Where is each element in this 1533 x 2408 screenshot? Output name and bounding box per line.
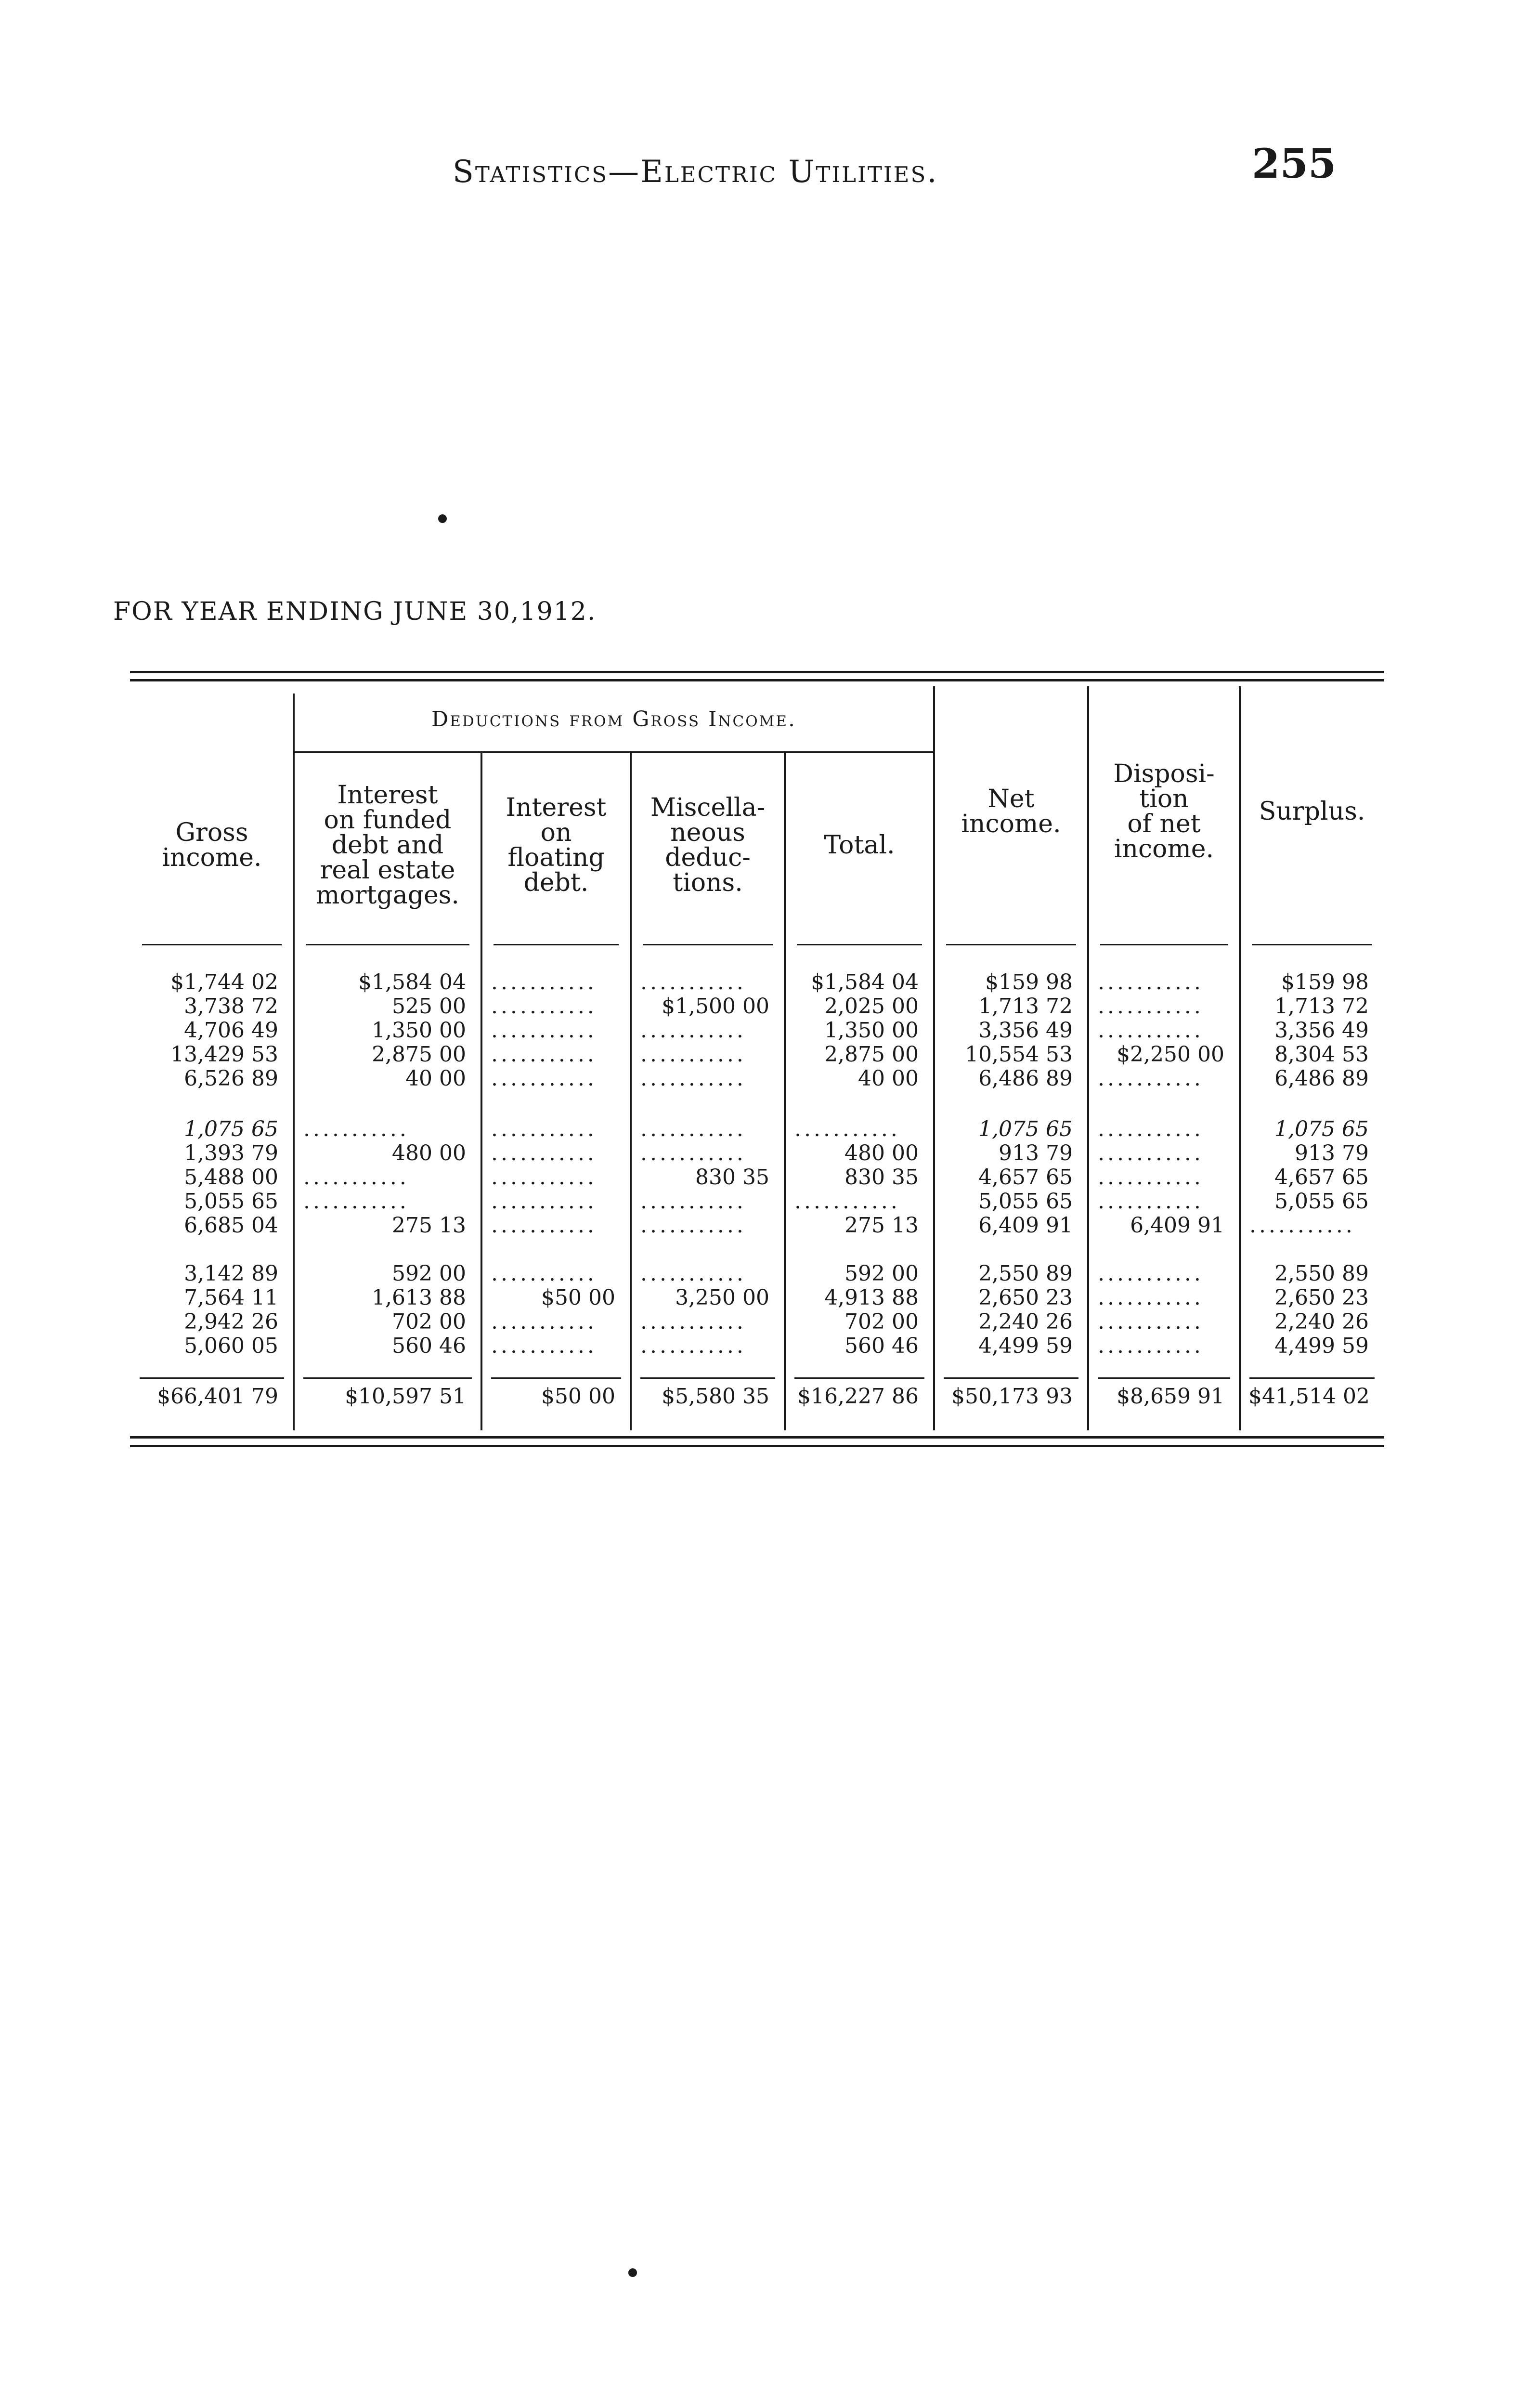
dot-leader: ........... — [794, 1190, 900, 1214]
table-cell-net-income: 2,650 23 — [978, 1286, 1073, 1310]
header-rule — [494, 944, 619, 945]
column-header-total-deductions — [785, 751, 934, 939]
dot-leader: ........... — [1249, 1214, 1355, 1238]
column-header-gross-income — [130, 751, 294, 939]
header-line: Gross — [175, 818, 248, 847]
table-cell-surplus: 6,486 89 — [1274, 1067, 1369, 1091]
table-cell-net-income: $159 98 — [985, 970, 1073, 995]
table-cell-total-deductions: 4,913 88 — [824, 1286, 919, 1310]
table-cell-total-deductions: 40 00 — [858, 1067, 919, 1091]
table-cell-total-deductions: 830 35 — [844, 1165, 919, 1190]
print-speck — [438, 514, 447, 523]
dot-leader: ........... — [303, 1117, 409, 1141]
table-cell-total-deductions: 702 00 — [844, 1310, 919, 1334]
table-cell-surplus: 4,499 59 — [1274, 1334, 1369, 1358]
top-double-rule-2 — [130, 679, 1384, 681]
table-cell-miscellaneous-deductions: 830 35 — [695, 1165, 769, 1190]
dot-leader: ........... — [1098, 970, 1204, 995]
header-line: Interest — [506, 793, 607, 822]
table-cell-total-deductions: 2,025 00 — [824, 995, 919, 1019]
table-cell-total-deductions: $1,584 04 — [811, 970, 919, 995]
table-cell-net-income: 913 79 — [999, 1141, 1073, 1165]
table-cell-surplus: 5,055 65 — [1274, 1190, 1369, 1214]
table-cell-surplus: 3,356 49 — [1274, 1019, 1369, 1043]
totals-rule — [1098, 1377, 1230, 1379]
table-cell-gross-income: 13,429 53 — [170, 1043, 278, 1067]
table-cell-net-income: 1,075 65 — [978, 1117, 1073, 1141]
table-cell-surplus: $159 98 — [1281, 970, 1369, 995]
table-cell-gross-income: 3,738 72 — [184, 995, 278, 1019]
table-cell-gross-income: 6,526 89 — [184, 1067, 278, 1091]
table-cell-gross-income: $1,744 02 — [170, 970, 278, 995]
dot-leader: ........... — [491, 1262, 597, 1286]
table-cell-net-income: 10,554 53 — [965, 1043, 1073, 1067]
table-cell-interest-funded-debt: 1,613 88 — [372, 1286, 466, 1310]
totals-cell-gross-income: $66,401 79 — [157, 1384, 278, 1409]
dot-leader: ........... — [1098, 1141, 1204, 1165]
page-number: 255 — [1252, 140, 1337, 187]
header-rule — [643, 944, 773, 945]
table-cell-surplus: 4,657 65 — [1274, 1165, 1369, 1190]
dot-leader: ........... — [1098, 1310, 1204, 1334]
table-cell-total-deductions: 560 46 — [844, 1334, 919, 1358]
dot-leader: ........... — [640, 1019, 746, 1043]
dot-leader: ........... — [491, 1043, 597, 1067]
dot-leader: ........... — [491, 1334, 597, 1358]
dot-leader: ........... — [1098, 1286, 1204, 1310]
dot-leader: ........... — [640, 1310, 746, 1334]
dot-leader: ........... — [491, 1310, 597, 1334]
header-line: neous — [670, 818, 745, 847]
column-header-interest-floating-debt — [481, 751, 631, 939]
table-cell-surplus: 2,240 26 — [1274, 1310, 1369, 1334]
table-cell-interest-funded-debt: 525 00 — [392, 995, 466, 1019]
header-line: Miscella- — [650, 793, 766, 822]
table-cell-interest-funded-debt: $1,584 04 — [358, 970, 466, 995]
dot-leader: ........... — [640, 1117, 746, 1141]
table-cell-miscellaneous-deductions: $1,500 00 — [662, 995, 769, 1019]
dot-leader: ........... — [640, 970, 746, 995]
dot-leader: ........... — [640, 1190, 746, 1214]
header-line: Total. — [824, 831, 895, 860]
dot-leader: ........... — [491, 1165, 597, 1190]
table-cell-miscellaneous-deductions: 3,250 00 — [675, 1286, 769, 1310]
table-cell-interest-funded-debt: 480 00 — [392, 1141, 466, 1165]
dot-leader: ........... — [491, 970, 597, 995]
group-heading: Deductions from Gross Income. — [431, 707, 797, 732]
table-cell-net-income: 2,240 26 — [978, 1310, 1073, 1334]
table-cell-net-income: 2,550 89 — [978, 1262, 1073, 1286]
table-cell-gross-income: 5,488 00 — [184, 1165, 278, 1190]
table-cell-interest-funded-debt: 1,350 00 — [372, 1019, 466, 1043]
totals-rule — [140, 1377, 284, 1379]
dot-leader: ........... — [640, 1141, 746, 1165]
totals-rule — [491, 1377, 621, 1379]
table-cell-disposition-of-net-income: 6,409 91 — [1130, 1214, 1224, 1238]
totals-cell-surplus: $41,514 02 — [1248, 1384, 1370, 1409]
header-line: tions. — [673, 868, 743, 897]
header-line: real estate — [320, 856, 455, 885]
header-rule — [946, 944, 1076, 945]
table-cell-gross-income: 1,075 65 — [184, 1117, 278, 1141]
dot-leader: ........... — [794, 1117, 900, 1141]
dot-leader: ........... — [491, 1141, 597, 1165]
header-line: mortgages. — [316, 881, 459, 910]
table-cell-gross-income: 1,393 79 — [184, 1141, 278, 1165]
running-title: Statistics—Electric Utilities. — [453, 154, 938, 190]
table-cell-total-deductions: 2,875 00 — [824, 1043, 919, 1067]
header-rule — [1100, 944, 1228, 945]
table-cell-surplus: 1,713 72 — [1274, 995, 1369, 1019]
table-cell-gross-income: 3,142 89 — [184, 1262, 278, 1286]
table-cell-net-income: 6,409 91 — [978, 1214, 1073, 1238]
totals-cell-net-income: $50,173 93 — [951, 1384, 1073, 1409]
header-line: of net — [1127, 810, 1201, 838]
totals-rule — [794, 1377, 924, 1379]
table-cell-gross-income: 5,055 65 — [184, 1190, 278, 1214]
table-cell-disposition-of-net-income: $2,250 00 — [1117, 1043, 1224, 1067]
dot-leader: ........... — [1098, 1117, 1204, 1141]
table-cell-net-income: 1,713 72 — [978, 995, 1073, 1019]
totals-cell-disposition-of-net-income: $8,659 91 — [1117, 1384, 1224, 1409]
header-line: Net — [987, 785, 1035, 813]
totals-rule — [303, 1377, 472, 1379]
column-header-disposition-of-net-income — [1088, 684, 1240, 939]
table-cell-interest-funded-debt: 702 00 — [392, 1310, 466, 1334]
header-rule — [306, 944, 469, 945]
column-header-net-income — [934, 684, 1088, 939]
totals-cell-miscellaneous-deductions: $5,580 35 — [662, 1384, 769, 1409]
table-cell-net-income: 4,499 59 — [978, 1334, 1073, 1358]
dot-leader: ........... — [1098, 1262, 1204, 1286]
table-cell-gross-income: 7,564 11 — [184, 1286, 278, 1310]
table-cell-interest-floating-debt: $50 00 — [541, 1286, 615, 1310]
dot-leader: ........... — [491, 1190, 597, 1214]
table-cell-net-income: 6,486 89 — [978, 1067, 1073, 1091]
column-header-miscellaneous-deductions — [631, 751, 785, 939]
table-cell-total-deductions: 592 00 — [844, 1262, 919, 1286]
table-cell-total-deductions: 1,350 00 — [824, 1019, 919, 1043]
header-line: floating — [507, 843, 605, 872]
dot-leader: ........... — [640, 1214, 746, 1238]
dot-leader: ........... — [640, 1262, 746, 1286]
table-cell-interest-funded-debt: 560 46 — [392, 1334, 466, 1358]
dot-leader: ........... — [491, 1067, 597, 1091]
dot-leader: ........... — [640, 1334, 746, 1358]
header-rule — [1252, 944, 1372, 945]
header-line: Interest — [337, 781, 438, 810]
dot-leader: ........... — [303, 1165, 409, 1190]
header-rule — [797, 944, 922, 945]
table-cell-net-income: 5,055 65 — [978, 1190, 1073, 1214]
header-line: on funded — [324, 806, 452, 835]
totals-rule — [640, 1377, 775, 1379]
table-cell-surplus: 2,650 23 — [1274, 1286, 1369, 1310]
bottom-double-rule-2 — [130, 1445, 1384, 1447]
table-cell-gross-income: 5,060 05 — [184, 1334, 278, 1358]
table-cell-interest-funded-debt: 275 13 — [392, 1214, 466, 1238]
header-line: Disposi- — [1113, 759, 1215, 788]
totals-rule — [1249, 1377, 1375, 1379]
header-line: on — [540, 818, 572, 847]
dot-leader: ........... — [1098, 995, 1204, 1019]
table-cell-total-deductions: 480 00 — [844, 1141, 919, 1165]
dot-leader: ........... — [1098, 1190, 1204, 1214]
table-cell-total-deductions: 275 13 — [844, 1214, 919, 1238]
bottom-double-rule-1 — [130, 1436, 1384, 1439]
dot-leader: ........... — [491, 1214, 597, 1238]
header-line: income. — [1114, 835, 1214, 864]
header-line: debt and — [331, 831, 444, 860]
dot-leader: ........... — [303, 1190, 409, 1214]
dot-leader: ........... — [640, 1067, 746, 1091]
table-cell-gross-income: 4,706 49 — [184, 1019, 278, 1043]
dot-leader: ........... — [1098, 1334, 1204, 1358]
totals-cell-total-deductions: $16,227 86 — [797, 1384, 919, 1409]
table-cell-net-income: 4,657 65 — [978, 1165, 1073, 1190]
header-line: deduc- — [665, 843, 751, 872]
top-double-rule-1 — [130, 671, 1384, 673]
table-cell-surplus: 913 79 — [1295, 1141, 1369, 1165]
table-cell-gross-income: 2,942 26 — [184, 1310, 278, 1334]
header-line: debt. — [523, 868, 589, 897]
header-line: Surplus. — [1259, 797, 1365, 826]
header-line: income. — [162, 843, 262, 872]
dot-leader: ........... — [491, 1117, 597, 1141]
table-cell-surplus: 2,550 89 — [1274, 1262, 1369, 1286]
column-header-interest-funded-debt — [294, 751, 481, 939]
table-cell-interest-funded-debt: 2,875 00 — [372, 1043, 466, 1067]
print-speck — [628, 2268, 637, 2277]
totals-cell-interest-funded-debt: $10,597 51 — [345, 1384, 466, 1409]
table-subtitle: FOR YEAR ENDING JUNE 30,1912. — [113, 597, 597, 626]
table-cell-net-income: 3,356 49 — [978, 1019, 1073, 1043]
dot-leader: ........... — [491, 995, 597, 1019]
header-rule — [142, 944, 282, 945]
table-cell-gross-income: 6,685 04 — [184, 1214, 278, 1238]
totals-cell-interest-floating-debt: $50 00 — [541, 1384, 615, 1409]
table-cell-interest-funded-debt: 40 00 — [405, 1067, 466, 1091]
dot-leader: ........... — [1098, 1067, 1204, 1091]
dot-leader: ........... — [1098, 1165, 1204, 1190]
table-cell-surplus: 8,304 53 — [1274, 1043, 1369, 1067]
dot-leader: ........... — [640, 1043, 746, 1067]
totals-rule — [944, 1377, 1078, 1379]
table-cell-interest-funded-debt: 592 00 — [392, 1262, 466, 1286]
header-line: income. — [961, 810, 1061, 838]
table-cell-surplus: 1,075 65 — [1274, 1117, 1369, 1141]
dot-leader: ........... — [1098, 1019, 1204, 1043]
header-line: tion — [1139, 785, 1189, 813]
dot-leader: ........... — [491, 1019, 597, 1043]
column-header-surplus — [1240, 684, 1384, 939]
